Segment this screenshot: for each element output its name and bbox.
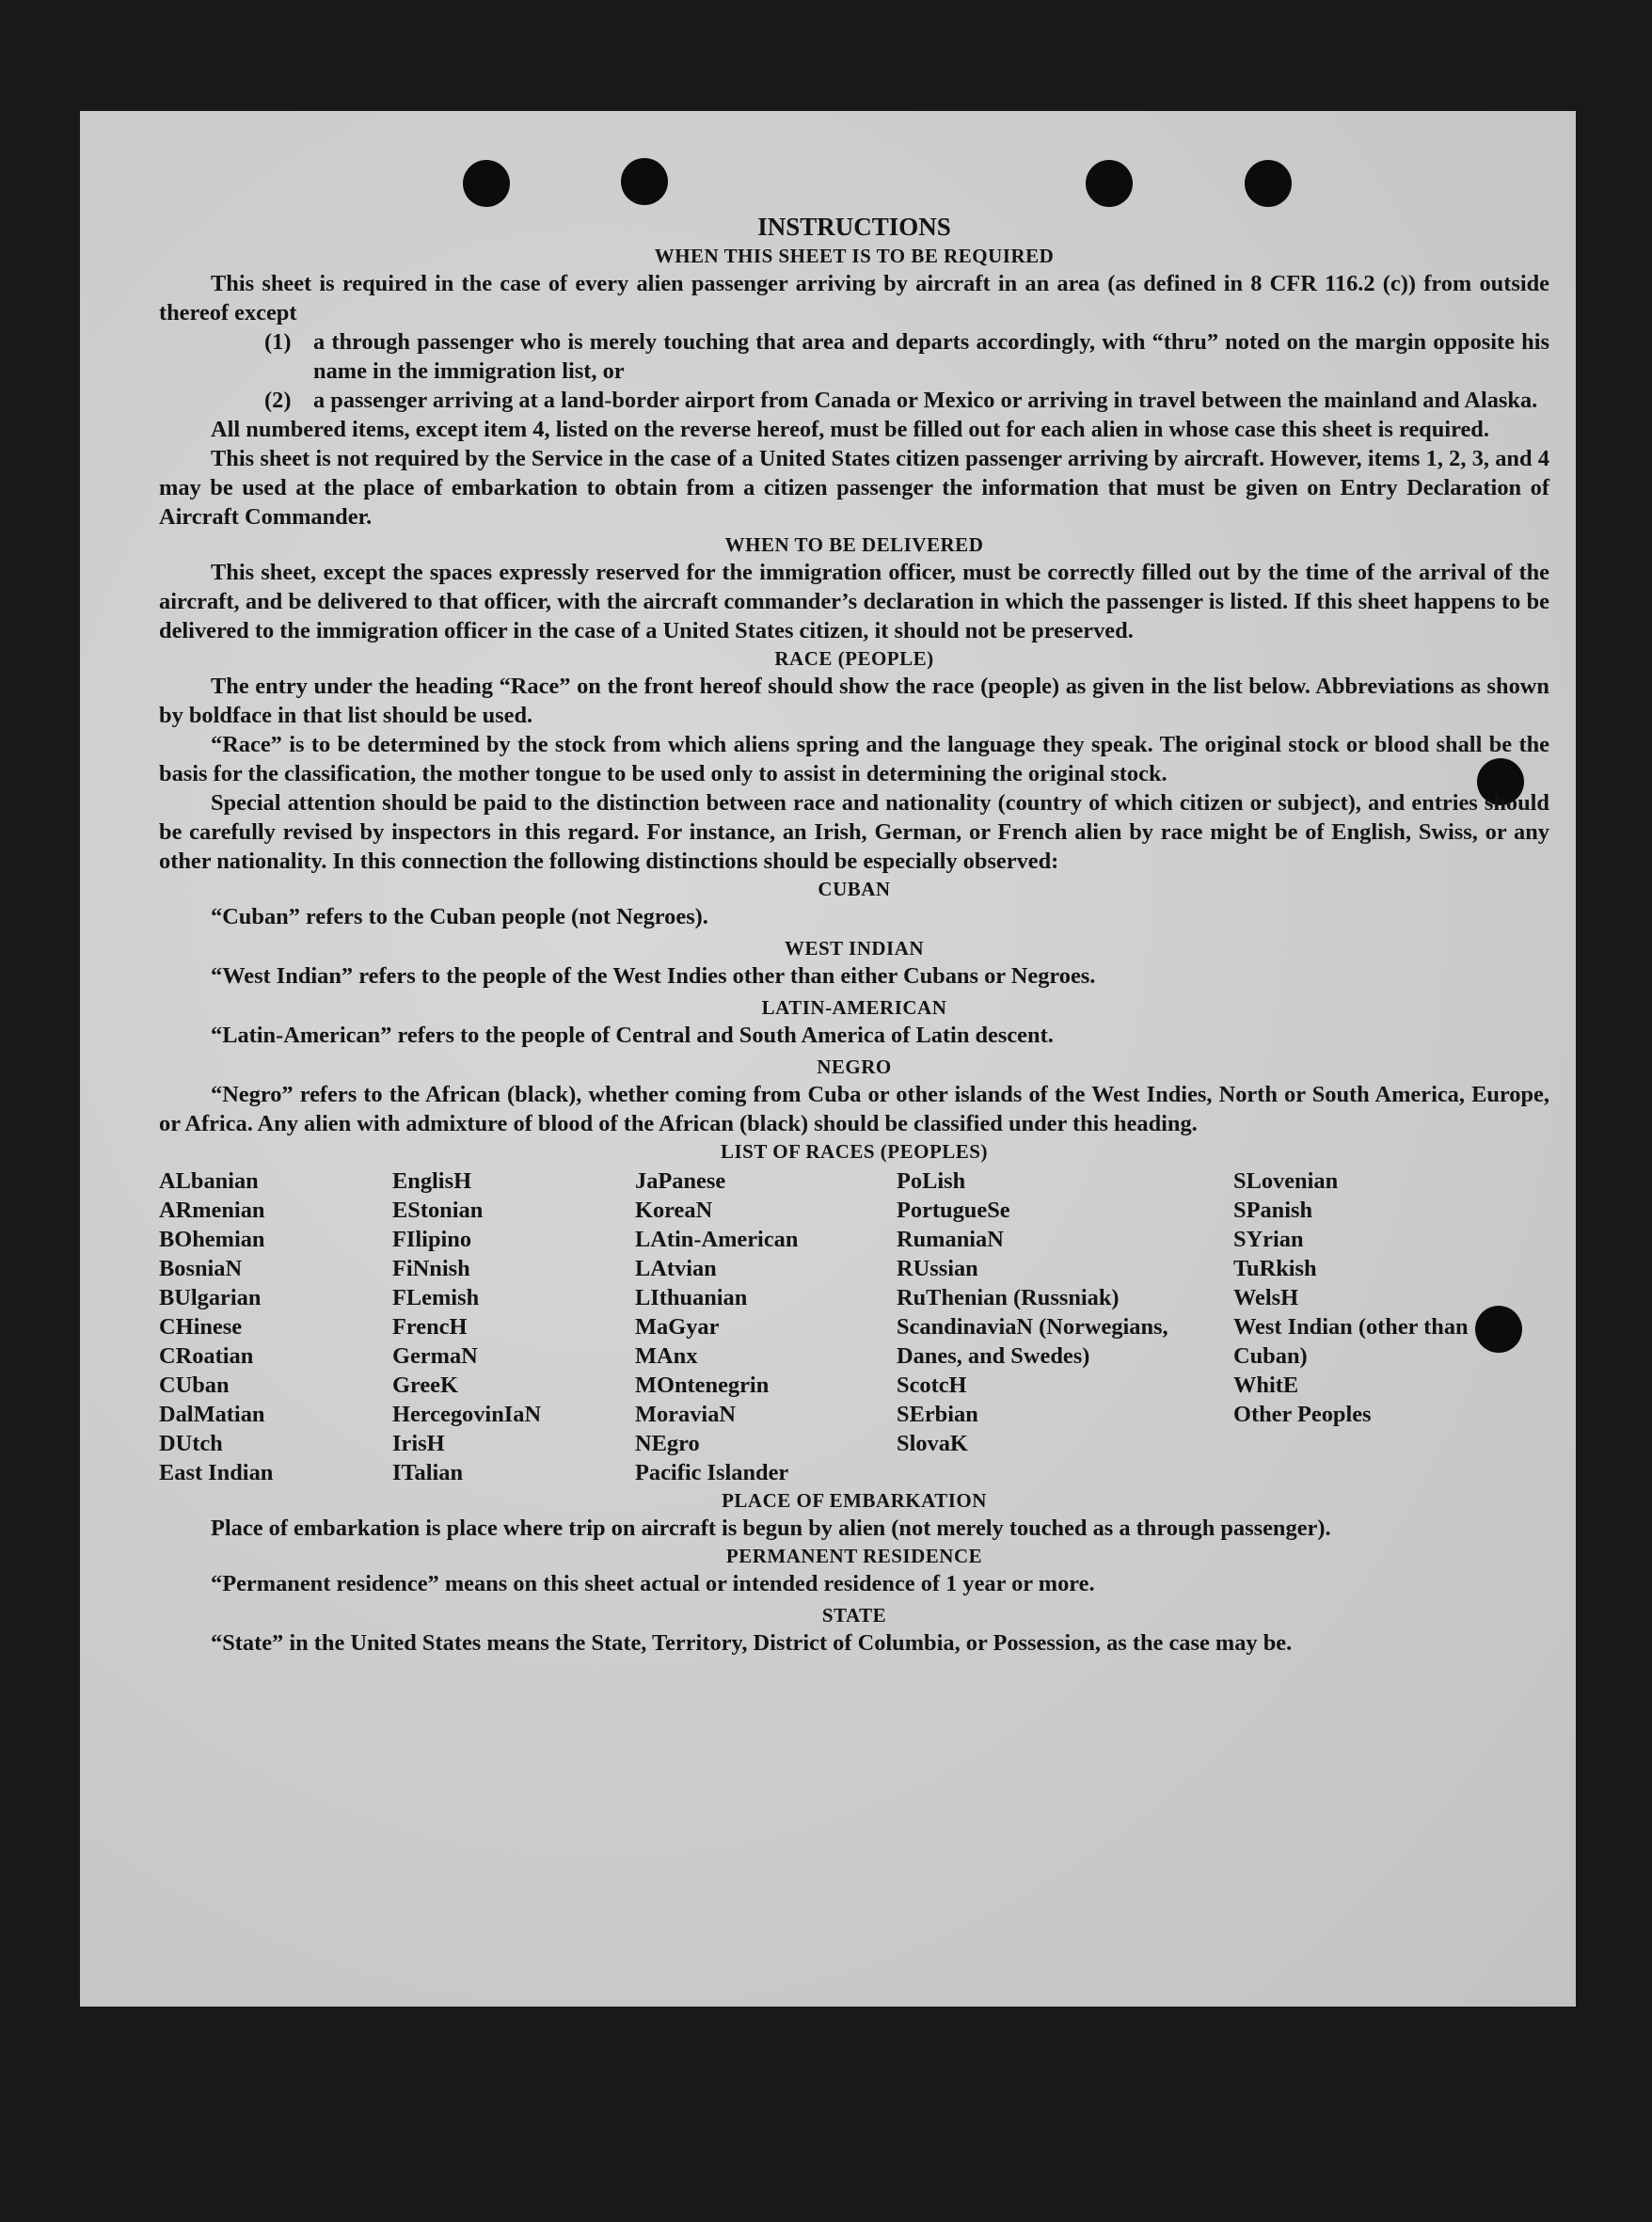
- race-entry: PoLish: [897, 1168, 966, 1194]
- race-entry: ARmenian: [159, 1198, 265, 1223]
- race-entry: IrisH: [392, 1431, 445, 1456]
- exception-number: (1): [264, 329, 292, 355]
- race-entry: PortugueSe: [897, 1198, 1010, 1223]
- section-heading-list-of-races: LIST OF RACES (PEOPLES): [721, 1140, 988, 1163]
- race-entry: FiNnish: [392, 1256, 470, 1281]
- race-column: [897, 1167, 1233, 1487]
- race-entry: LAtin-American: [635, 1227, 799, 1252]
- section-heading-negro: NEGRO: [817, 1055, 892, 1078]
- exception-item: [264, 386, 1549, 415]
- race-entry: West Indian (other than Cuban): [1233, 1314, 1469, 1369]
- definition-cuban: “Cuban” refers to the Cuban people (not Negroes).: [211, 904, 708, 929]
- race-entry: SYrian: [1233, 1227, 1304, 1252]
- paragraph-race-entry: The entry under the heading “Race” on the front hereof should show the race (people) as given in the list below. Abbreviations as shown by boldface in that list should be used.: [159, 674, 1549, 728]
- exception-text: a through passenger who is merely touching that area and departs accordingly, with “thru” noted on the margin opposite his name in the immigration list, or: [313, 329, 1549, 384]
- exception-number: (2): [264, 388, 292, 413]
- race-column: [1233, 1167, 1516, 1487]
- form-sheet: [80, 111, 1576, 2007]
- instructions-body: [159, 209, 1549, 1658]
- definition-latin-american: “Latin-American” refers to the people of Central and South America of Latin descent.: [211, 1023, 1054, 1048]
- paragraph-numbered-items: All numbered items, except item 4, listed on the reverse hereof, must be filled out for each alien in whose case this sheet is required.: [211, 417, 1489, 442]
- race-entry: East Indian: [159, 1460, 274, 1485]
- definition-state: “State” in the United States means the State, Territory, District of Columbia, or Possession, as the case may be.: [211, 1630, 1293, 1656]
- section-heading-residence: PERMANENT RESIDENCE: [725, 1545, 983, 1567]
- race-entry: FIlipino: [392, 1227, 472, 1252]
- section-heading-state: STATE: [821, 1604, 887, 1627]
- race-entry: GermaN: [392, 1343, 478, 1369]
- race-entry: MoraviaN: [635, 1402, 737, 1427]
- race-entry: BosniaN: [159, 1256, 243, 1281]
- race-entry: CUban: [159, 1373, 230, 1398]
- definition-negro: “Negro” refers to the African (black), whether coming from Cuba or other islands of the West Indies, North or South America, Europe, or Africa. Any alien with admixture of blood of the African (black) should be classified under this heading.: [159, 1082, 1549, 1136]
- race-entry: CRoatian: [159, 1343, 254, 1369]
- paragraph-delivery: This sheet, except the spaces expressly reserved for the immigration officer, must be correctly filled out by the time of the arrival of the aircraft, and be delivered to that officer, with the aircraft commander’s declaration in which the passenger is listed. If this sheet happens to be delivered to the immigration officer in the case of a United States citizen, it should not be preserved.: [159, 560, 1549, 643]
- race-column: [159, 1167, 392, 1487]
- race-entry: BOhemian: [159, 1227, 265, 1252]
- race-entry: WhitE: [1233, 1373, 1299, 1398]
- race-column: [635, 1167, 897, 1487]
- race-entry: ScotcH: [897, 1373, 967, 1398]
- race-entry: MaGyar: [635, 1314, 720, 1340]
- race-entry: CHinese: [159, 1314, 243, 1340]
- punch-hole: [1086, 160, 1133, 207]
- race-entry: ScandinaviaN (Norwegians, Danes, and Swedes): [897, 1314, 1168, 1369]
- section-heading-cuban: CUBAN: [818, 878, 891, 900]
- race-entry: BUlgarian: [159, 1285, 262, 1310]
- race-entry: DUtch: [159, 1431, 223, 1456]
- race-entry: LAtvian: [635, 1256, 717, 1281]
- race-entry: MOntenegrin: [635, 1373, 770, 1398]
- section-heading-embarkation: PLACE OF EMBARKATION: [722, 1489, 987, 1512]
- race-entry: DalMatian: [159, 1402, 265, 1427]
- race-entry: FrencH: [392, 1314, 468, 1340]
- exception-item: [264, 327, 1549, 386]
- race-entry: RUssian: [897, 1256, 978, 1281]
- race-column: [392, 1167, 635, 1487]
- definition-residence: “Permanent residence” means on this sheet actual or intended residence of 1 year or more.: [211, 1571, 1095, 1596]
- race-entry: ITalian: [392, 1460, 464, 1485]
- page-title: INSTRUCTIONS: [757, 213, 951, 241]
- race-entry: HercegovinIaN: [392, 1402, 542, 1427]
- race-entry: ALbanian: [159, 1168, 259, 1194]
- race-entry: JaPanese: [635, 1168, 726, 1194]
- punch-hole: [1245, 160, 1292, 207]
- race-entry: EStonian: [392, 1198, 484, 1223]
- punch-hole: [621, 158, 668, 205]
- race-entry: NEgro: [635, 1431, 700, 1456]
- paragraph-race-stock: “Race” is to be determined by the stock from which aliens spring and the language they speak. The original stock or blood shall be the basis for the classification, the mother tongue to be used only to assist in determining the original stock.: [159, 732, 1549, 786]
- race-entry: FLemish: [392, 1285, 480, 1310]
- section-heading-race: RACE (PEOPLE): [774, 647, 934, 670]
- definition-west-indian: “West Indian” refers to the people of the West Indies other than either Cubans or Negroes.: [211, 963, 1096, 989]
- race-entry: Other Peoples: [1233, 1402, 1372, 1427]
- race-entry: TuRkish: [1233, 1256, 1317, 1281]
- section-heading-when-required: WHEN THIS SHEET IS TO BE REQUIRED: [654, 245, 1055, 267]
- race-entry: MAnx: [635, 1343, 698, 1369]
- race-entry: SPanish: [1233, 1198, 1313, 1223]
- race-entry: WelsH: [1233, 1285, 1299, 1310]
- race-entry: KoreaN: [635, 1198, 713, 1223]
- paragraph-citizen: This sheet is not required by the Service in the case of a United States citizen passenger arriving by aircraft. However, items 1, 2, 3, and 4 may be used at the place of embarkation to obtain from a citizen passenger the information that must be given on Entry Declaration of Aircraft Commander.: [159, 446, 1549, 530]
- race-entry: GreeK: [392, 1373, 458, 1398]
- paragraph-race-nationality: Special attention should be paid to the distinction between race and nationality (country of which citizen or subject), and entries should be carefully revised by inspectors in this regard. For instance, an Irish, German, or French alien by race might be of English, Swiss, or any other nationality. In this connection the following distinctions should be especially observed:: [159, 790, 1549, 874]
- race-entry: Pacific Islander: [635, 1460, 789, 1485]
- race-entry: EnglisH: [392, 1168, 472, 1194]
- race-entry: SlovaK: [897, 1431, 968, 1456]
- race-list: [159, 1167, 1549, 1487]
- exception-text: a passenger arriving at a land-border airport from Canada or Mexico or arriving in travel between the mainland and Alaska.: [313, 388, 1538, 413]
- race-entry: SErbian: [897, 1402, 978, 1427]
- race-entry: RuThenian (Russniak): [897, 1285, 1120, 1310]
- section-heading-west-indian: WEST INDIAN: [784, 937, 925, 960]
- definition-embarkation: Place of embarkation is place where trip on aircraft is begun by alien (not merely touched as a through passenger).: [211, 1516, 1331, 1541]
- race-entry: SLovenian: [1233, 1168, 1339, 1194]
- punch-hole: [463, 160, 510, 207]
- paragraph-required-intro: This sheet is required in the case of every alien passenger arriving by aircraft in an area (as defined in 8 CFR 116.2 (c)) from outside thereof except: [159, 271, 1549, 325]
- race-entry: LIthuanian: [635, 1285, 748, 1310]
- section-heading-latin-american: LATIN-AMERICAN: [761, 996, 947, 1019]
- section-heading-when-delivered: WHEN TO BE DELIVERED: [724, 533, 984, 556]
- race-entry: RumaniaN: [897, 1227, 1004, 1252]
